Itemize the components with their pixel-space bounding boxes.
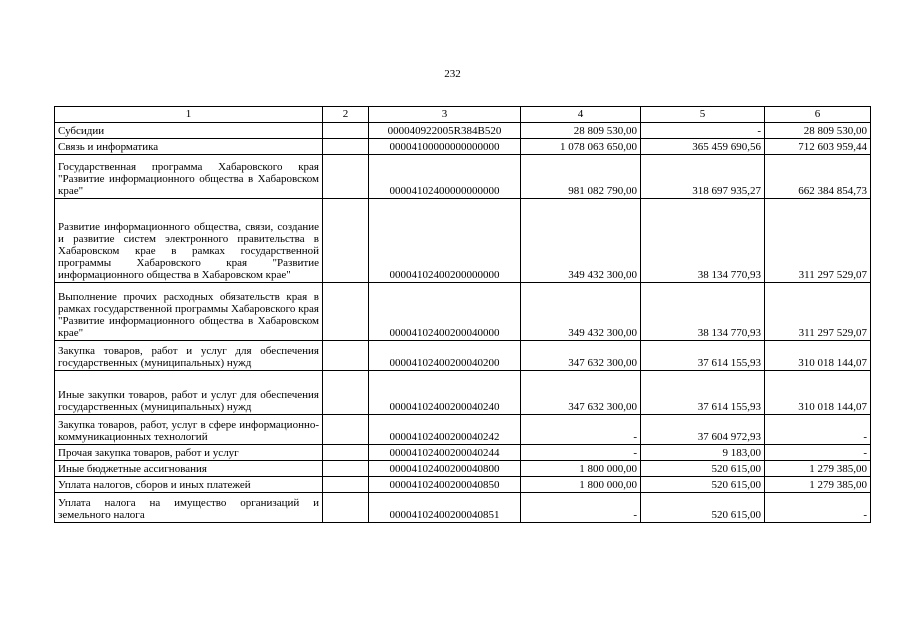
row-code: 00004100000000000000 bbox=[369, 139, 521, 155]
row-name: Связь и информатика bbox=[55, 139, 323, 155]
row-name: Уплата налогов, сборов и иных платежей bbox=[55, 477, 323, 493]
row-col4: - bbox=[521, 445, 641, 461]
header-row bbox=[55, 107, 871, 123]
row-col6: - bbox=[765, 445, 871, 461]
row-col2 bbox=[323, 371, 369, 415]
row-code: 00004102400200040800 bbox=[369, 461, 521, 477]
page-number: 232 bbox=[444, 68, 461, 80]
row-col5: 37 614 155,93 bbox=[641, 341, 765, 371]
row-col2 bbox=[323, 341, 369, 371]
row-col2 bbox=[323, 155, 369, 199]
row-name: Государственная программа Хабаровского края "Развитие информационного общества в Хабаровском крае" bbox=[55, 155, 323, 199]
row-col6: 662 384 854,73 bbox=[765, 155, 871, 199]
row-col6: 712 603 959,44 bbox=[765, 139, 871, 155]
row-col4: - bbox=[521, 415, 641, 445]
column-header: 1 bbox=[55, 107, 323, 123]
row-col6: 311 297 529,07 bbox=[765, 199, 871, 283]
row-col5: 520 615,00 bbox=[641, 477, 765, 493]
row-col5: 37 604 972,93 bbox=[641, 415, 765, 445]
row-col4: 1 078 063 650,00 bbox=[521, 139, 641, 155]
row-name: Уплата налога на имущество организаций и земельного налога bbox=[55, 493, 323, 523]
row-col2 bbox=[323, 493, 369, 523]
row-code: 00004102400200040244 bbox=[369, 445, 521, 461]
row-col6: 311 297 529,07 bbox=[765, 283, 871, 341]
table-row bbox=[55, 371, 871, 415]
row-code: 00004102400200040851 bbox=[369, 493, 521, 523]
row-code: 00004102400200040850 bbox=[369, 477, 521, 493]
row-col4: 349 432 300,00 bbox=[521, 199, 641, 283]
row-col2 bbox=[323, 477, 369, 493]
table-row bbox=[55, 477, 871, 493]
table-row bbox=[55, 199, 871, 283]
table-row bbox=[55, 415, 871, 445]
row-col4: 981 082 790,00 bbox=[521, 155, 641, 199]
row-col4: - bbox=[521, 493, 641, 523]
row-col4: 28 809 530,00 bbox=[521, 123, 641, 139]
row-name: Закупка товаров, работ, услуг в сфере информационно-коммуникационных технологий bbox=[55, 415, 323, 445]
table-row bbox=[55, 493, 871, 523]
row-code: 00004102400000000000 bbox=[369, 155, 521, 199]
row-col2 bbox=[323, 415, 369, 445]
row-code: 00004102400200040200 bbox=[369, 341, 521, 371]
row-col2 bbox=[323, 283, 369, 341]
row-col2 bbox=[323, 139, 369, 155]
row-col6: 310 018 144,07 bbox=[765, 341, 871, 371]
table-row bbox=[55, 341, 871, 371]
row-col6: 310 018 144,07 bbox=[765, 371, 871, 415]
row-col4: 347 632 300,00 bbox=[521, 371, 641, 415]
row-col4: 1 800 000,00 bbox=[521, 461, 641, 477]
table-row bbox=[55, 283, 871, 341]
row-col6: 1 279 385,00 bbox=[765, 461, 871, 477]
row-col6: 1 279 385,00 bbox=[765, 477, 871, 493]
row-code: 00004102400200040240 bbox=[369, 371, 521, 415]
row-col5: 520 615,00 bbox=[641, 493, 765, 523]
row-col4: 347 632 300,00 bbox=[521, 341, 641, 371]
row-col2 bbox=[323, 199, 369, 283]
table-row bbox=[55, 123, 871, 139]
table-row bbox=[55, 461, 871, 477]
row-name: Закупка товаров, работ и услуг для обеспечения государственных (муниципальных) нужд bbox=[55, 341, 323, 371]
table-row bbox=[55, 155, 871, 199]
row-col5: 318 697 935,27 bbox=[641, 155, 765, 199]
row-col6: 28 809 530,00 bbox=[765, 123, 871, 139]
row-name: Субсидии bbox=[55, 123, 323, 139]
column-header: 4 bbox=[521, 107, 641, 123]
row-code: 00004102400200000000 bbox=[369, 199, 521, 283]
table-row bbox=[55, 445, 871, 461]
row-code: 00004102400200040242 bbox=[369, 415, 521, 445]
column-header: 3 bbox=[369, 107, 521, 123]
row-code: 00004102400200040000 bbox=[369, 283, 521, 341]
row-col2 bbox=[323, 123, 369, 139]
row-col5: 9 183,00 bbox=[641, 445, 765, 461]
row-name: Иные закупки товаров, работ и услуг для обеспечения государственных (муниципальных) нужд bbox=[55, 371, 323, 415]
row-col6: - bbox=[765, 493, 871, 523]
row-col2 bbox=[323, 461, 369, 477]
row-col5: 38 134 770,93 bbox=[641, 283, 765, 341]
table-row bbox=[55, 139, 871, 155]
row-name: Развитие информационного общества, связи, создание и развитие систем электронного правительства в Хабаровском крае в рамках государственной программы Хабаровского края "Развитие информационного общества в Хабаровском крае" bbox=[55, 199, 323, 283]
row-col5: 38 134 770,93 bbox=[641, 199, 765, 283]
row-col4: 1 800 000,00 bbox=[521, 477, 641, 493]
row-col4: 349 432 300,00 bbox=[521, 283, 641, 341]
row-name: Прочая закупка товаров, работ и услуг bbox=[55, 445, 323, 461]
row-name: Выполнение прочих расходных обязательств края в рамках государственной программы Хабаровского края "Развитие информационного общества в Хабаровском крае" bbox=[55, 283, 323, 341]
column-header: 6 bbox=[765, 107, 871, 123]
row-col5: - bbox=[641, 123, 765, 139]
budget-table bbox=[54, 106, 871, 523]
row-col5: 365 459 690,56 bbox=[641, 139, 765, 155]
row-col5: 37 614 155,93 bbox=[641, 371, 765, 415]
row-code: 000040922005R384B520 bbox=[369, 123, 521, 139]
row-col2 bbox=[323, 445, 369, 461]
row-col5: 520 615,00 bbox=[641, 461, 765, 477]
row-col6: - bbox=[765, 415, 871, 445]
column-header: 5 bbox=[641, 107, 765, 123]
row-name: Иные бюджетные ассигнования bbox=[55, 461, 323, 477]
column-header: 2 bbox=[323, 107, 369, 123]
